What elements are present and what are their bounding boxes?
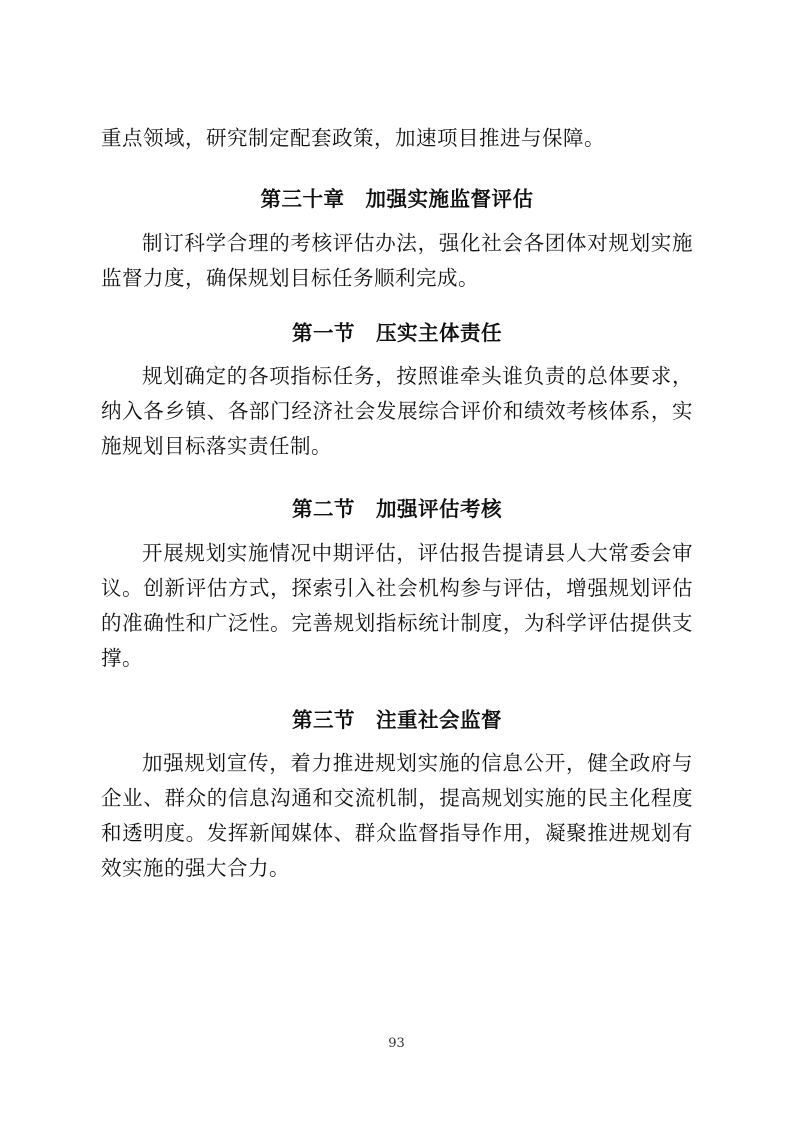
chapter-30-title: 第三十章 加强实施监督评估 bbox=[260, 187, 534, 211]
chapter-30-paragraph: 制订科学合理的考核评估办法，强化社会各团体对规划实施监督力度，确保规划目标任务顺利完成。 bbox=[101, 231, 693, 290]
section-1-title: 第一节 压实主体责任 bbox=[292, 321, 502, 345]
section-3-paragraph: 加强规划宣传，着力推进规划实施的信息公开，健全政府与企业、群众的信息沟通和交流机制，提高规划实施的民主化程度和透明度。发挥新闻媒体、群众监督指导作用，凝聚推进规划有效实施的强大合力。 bbox=[101, 751, 693, 880]
section-2-title: 第二节 加强评估考核 bbox=[292, 497, 502, 521]
page-number: 93 bbox=[388, 1036, 405, 1051]
intro-paragraph: 重点领域，研究制定配套政策，加速项目推进与保障。 bbox=[101, 126, 605, 150]
section-3-title: 第三节 注重社会监督 bbox=[292, 708, 502, 732]
section-1-paragraph: 规划确定的各项指标任务，按照谁牵头谁负责的总体要求，纳入各乡镇、各部门经济社会发展综合评价和绩效考核体系，实施规划目标落实责任制。 bbox=[101, 364, 693, 458]
section-2-paragraph: 开展规划实施情况中期评估，评估报告提请县人大常委会审议。创新评估方式，探索引入社会机构参与评估，增强规划评估的准确性和广泛性。完善规划指标统计制度，为科学评估提供支撑。 bbox=[101, 541, 693, 670]
